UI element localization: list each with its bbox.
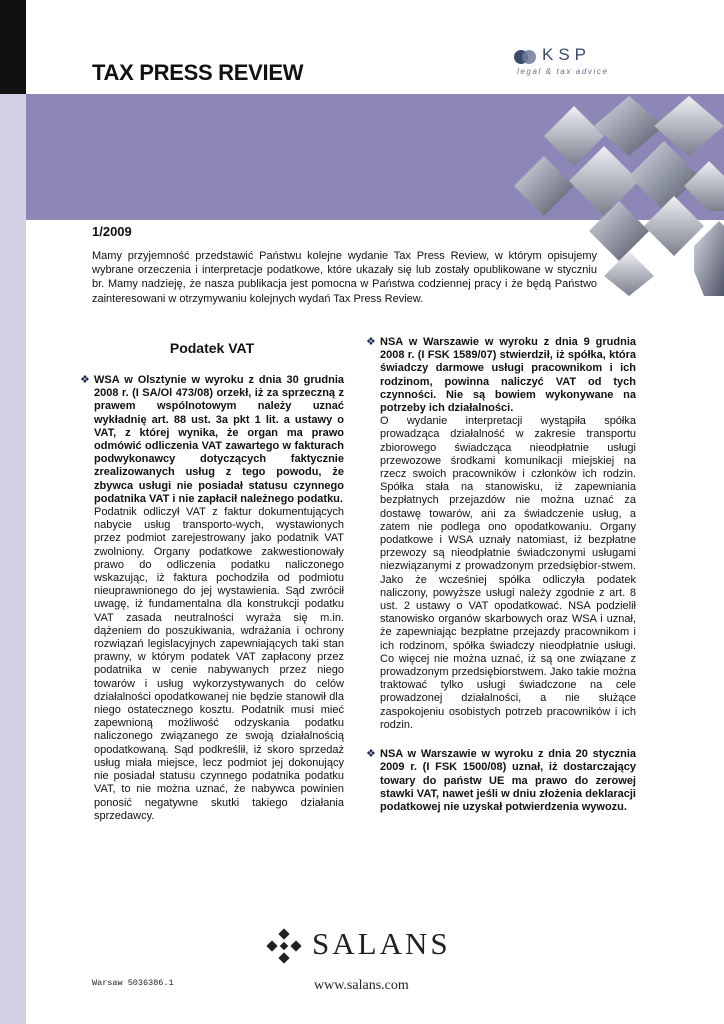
entry-item [366,336,636,732]
entry-body: O wydanie interpretacji wystąpiła spółka prowadząca działalność w zakresie transportu zbiorowego świadcząca nieodpłatnie usługi przewozowe środkami komunikacji miejskiej na rzecz swoich pracowników i członków ich rodzin. Spółka stała na stanowisku, iż zapewniania bezpłatnych przejazdów nie można uznać za dostawę towarów, ani za świadczenie usług, a zatem nie podlega ono opodatkowaniu. Organy podatkowe i WSA uznały natomiast, iż bezpłatne przewozy są nieodpłatnie świadczonymi usługami niezwiązanymi z prowadzonym przedsiębior-stwem. Jako że wcześniej spółka odliczyła podatek naliczony, powyższe usługi należy zgodnie z art. 8 ust. 2 ustawy o VAT opodatkować. NSA podzielił stanowisko organów skarbowych oraz WSA i uznał, że zapewniając bezpłatne przejazdy pracownikom i ich rodzinom, spółka świadczy nieodpłatnie usługi. Co więcej nie można uznać, iż są one związane z prowadzonym przedsiębiorstwem. Jako takie można traktować tylko usługi świadczone na cele prowadzonej działalności, a nie służące zaspokojeniu osobistych potrzeb pracowników i ich rodzin. [380,415,636,731]
entry-headline: NSA w Warszawie w wyroku z dnia 20 stycznia 2009 r. (I FSK 1500/08) uznał, iż dostarczający towary do państw UE ma prawo do zerowej stawki VAT, nawet jeśli w dniu złożenia deklaracji podatkowej nie uzyskał potwierdzenia wywozu. [380,748,636,813]
salans-logo [266,926,466,966]
document-reference: Warsaw 5036386.1 [92,978,174,988]
salans-emblem-icon [266,928,302,964]
collage-diamond-10 [604,251,654,296]
left-bar-dark [0,0,26,94]
logo-tagline: legal & tax advice [517,67,609,76]
entry-item [80,374,344,823]
right-column [366,336,636,814]
entry-headline: WSA w Olsztynie w wyroku z dnia 30 grudnia 2008 r. (I SA/Ol 473/08) orzekł, iż za sprzeczną z prawem wspólnotowym należy uznać wykładnię art. 88 ust. 3a pkt 1 lit. a ustawy o VAT, z której wynika, że organ ma prawo odmówić odliczenia VAT zawartego w fakturach podwykonawcy dotyczących faktycznie zrealizowanych usług z tego powodu, że zbywca usługi nie posiadał statusu czynnego podatnika VAT i nie zapłacił należnego podatku. [94,374,344,505]
logo-name: KSP [542,45,592,64]
left-column [80,336,344,823]
brand-name: SALANS [312,926,451,961]
entry-item [366,748,636,814]
collage-diamond-11 [694,221,724,296]
diamond-bullet-icon: ❖ [366,748,376,761]
left-bar-light [0,94,26,1024]
entry-headline: NSA w Warszawie w wyroku z dnia 9 grudnia 2008 r. (I FSK 1589/07) stwierdził, iż spółka, która świadczy darmowe usługi pracownikom i ich rodzinom, powinna naliczyć VAT od tych czynności. Nie są bowiem wykonywane na potrzeby ich działalności. [380,336,636,415]
entry-body: Podatnik odliczył VAT z faktur dokumentujących nabycie usług transporto-wych, wystawionych przez podmiot zarejestrowany jako podatnik VAT zwolniony. Organy podatkowe zakwestionowały prawo do odliczenia podatku naliczonego wskazując, iż faktura pochodziła od podmiotu nieuprawnionego do jej wystawienia. Sąd zwrócił uwagę, iż fundamentalna dla konstrukcji podatku VAT zasada neutralności wyraża się m.in. dążeniem do poszukiwania, wdrażania i ochrony rozwiązań legislacyjnych zapewniających taki stan prawny, w którym podatek VAT zapłacony przez podatnika w cenie nabywanych przez niego towarów i usług wykorzystywanych do celów działalności opodatkowanej nie będzie stanowił dla niego ostatecznego kosztu. Podatnik musi mieć zapewnioną możliwość odzyskania podatku naliczonego związanego ze swoją działalnością opodatkowaną. Sąd podkreślił, iż skoro sprzedaż usług miała miejsce, lecz podmiot jej dokonujący nie posiadał statusu czynnego podatnika podatku VAT, to nie można uznać, że nabywca powinien ponosić negatywne skutki takiego działania sprzedawcy. [94,506,344,822]
section-heading: Podatek VAT [169,340,255,356]
diamond-bullet-icon: ❖ [80,374,90,386]
collage-diamond-4 [514,156,574,216]
page-title: TAX PRESS REVIEW [92,60,304,85]
diamond-bullet-icon: ❖ [366,336,376,348]
intro-paragraph: Mamy przyjemność przedstawić Państwu kolejne wydanie Tax Press Review, w którym opisujemy wybrane orzeczenia i interpretacje podatkowe, które ukazały się lub zostały opublikowane w styczniu br. Mamy nadzieję, że nasza publikacja jest pomocna w Państwa codziennej pracy i że będą Państwo zainteresowani w otrzymywaniu kolejnych wydań Tax Press Review. [92,250,597,305]
ksp-logo [512,44,622,80]
website-link[interactable]: www.salans.com [314,978,409,993]
issue-number: 1/2009 [92,224,132,239]
